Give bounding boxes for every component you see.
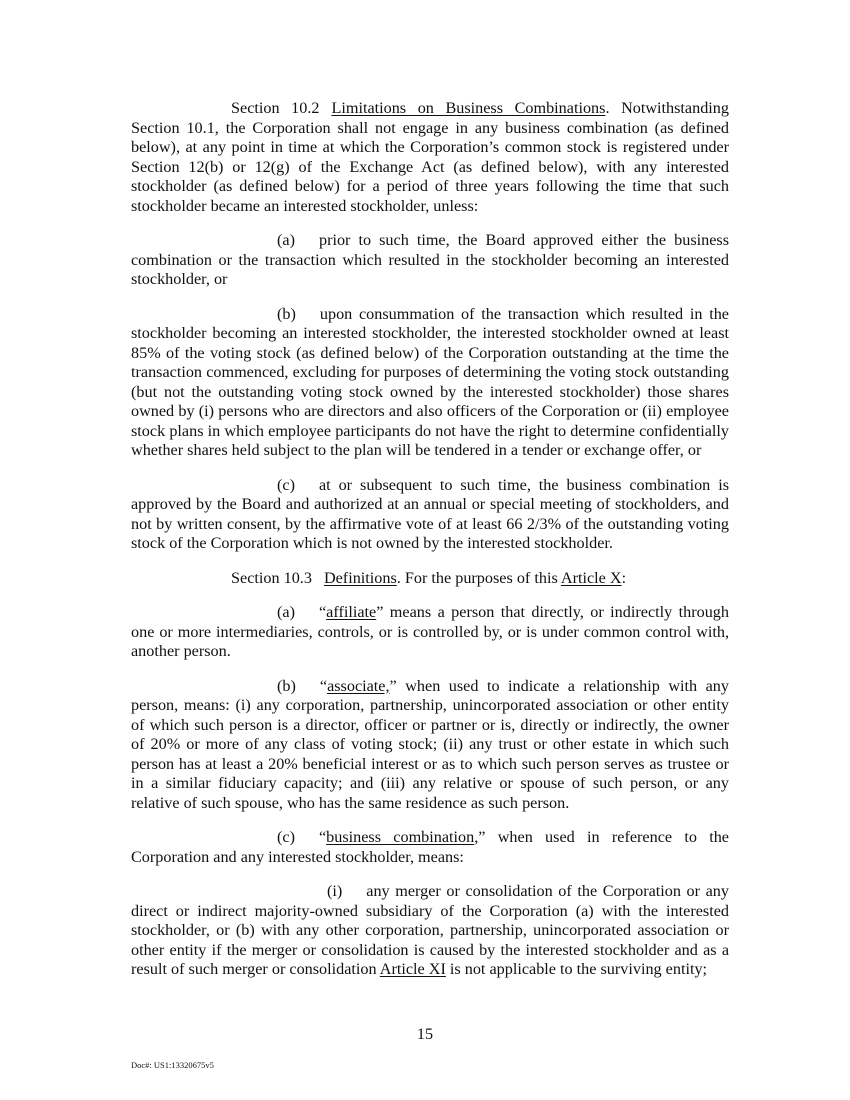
- clause-body: ” means a person that directly, or indirectly through one or more intermediaries, controls, or is controlled by, or is under common control with, another person.: [131, 603, 729, 660]
- clause-label: (a): [277, 603, 295, 621]
- article-x-reference: Article X: [560, 568, 622, 587]
- definition-business-combination: (c) “business combination,” when used in reference to the Corporation and any interested stockholder, means:: [131, 828, 729, 866]
- page-number: 15: [416, 1025, 434, 1043]
- clause-label: (c): [277, 475, 295, 494]
- defined-term-associate: associate,: [327, 676, 390, 695]
- definition-associate: (b) “associate,” when used to indicate a relationship with any person, means: (i) any corporation, partnership, unincorporated association or other entity of which such person is a director, officer or partner or is, directly or indirectly, the owner of 20% or more of any class of voting stock; (ii) any trust or other estate in which such person has at least a 20% beneficial interest or as to which such person serves as trustee or in a similar fiduciary capacity; and (iii) any relative or spouse of such person, or any relative of such spouse, who has the same residence as such person.: [131, 676, 729, 812]
- clause-10-2-a: [131, 231, 729, 290]
- article-xi-reference: Article XI: [379, 960, 446, 978]
- section-10-3-number: Section 10.3: [231, 568, 312, 587]
- clause-label: (a): [277, 231, 295, 249]
- section-10-3-paragraph: Section 10.3 Definitions. For the purposes of this Article X:: [231, 568, 627, 587]
- subclause-10-3-c-i: (i) any merger or consolidation of the Corporation or any direct or indirect majority-owned subsidiary of the Corporation (a) with the interested stockholder, or (b) with any other corporation, partnership, unincorporated association or other entity if the merger or consolidation is caused by the interested stockholder and as a result of such merger or consolidation Article XI is not applicable to the surviving entity;: [131, 882, 729, 978]
- defined-term-affiliate: affiliate: [326, 603, 377, 621]
- section-10-2-paragraph: [131, 99, 729, 216]
- defined-term-business-combination: business combination: [326, 828, 475, 846]
- document-id: Doc#: US1:13320675v5: [131, 1060, 214, 1070]
- document-page: [131, 99, 729, 995]
- clause-label: (i): [327, 882, 343, 900]
- clause-10-2-b: [131, 305, 729, 461]
- section-10-3-title: Definitions: [323, 568, 397, 587]
- clause-body: any merger or consolidation of the Corporation or any direct or indirect majority-owned subsidiary of the Corporation (a) with the interested stockholder, or (b) with any other corporation, partnership, unincorporated association or other entity if the merger or consolidation is caused by the interested stockholder and as a result of such merger or consolidation: [131, 882, 729, 978]
- clause-label: (c): [277, 828, 295, 846]
- definition-affiliate: (a) “affiliate” means a person that directly, or indirectly through one or more intermediaries, controls, or is controlled by, or is under common control with, another person.: [131, 603, 729, 660]
- clause-body: ,” when used in reference to the Corporation and any interested stockholder, means:: [131, 828, 729, 866]
- clause-label: (b): [277, 304, 296, 323]
- clause-10-2-c: [131, 476, 729, 554]
- clause-body: at or subsequent to such time, the business combination is approved by the Board and authorized at an annual or special meeting of stockholders, and not by written consent, by the affirmative vote of at least 66 2/3% of the outstanding voting stock of the Corporation which is not owned by the interested stockholder.: [131, 475, 729, 552]
- section-10-2-body: . Notwithstanding Section 10.1, the Corporation shall not engage in any business combination (as defined below), at any point in time at which the Corporation’s common stock is registered under Section 12(b) or 12(g) of the Exchange Act (as defined below), with any interested stockholder (as defined below) for a period of three years following the time that such stockholder became an interested stockholder, unless:: [131, 99, 729, 215]
- clause-body: ” when used to indicate a relationship with any person, means: (i) any corporation, partnership, unincorporated association or other entity of which such person is a director, officer or partner or is, directly or indirectly, the owner of 20% or more of any class of voting stock; (ii) any trust or other estate in which such person has at least a 20% beneficial interest or as to which such person serves as trustee or in a similar fiduciary capacity; and (iii) any relative or spouse of such person, or any relative of such spouse, who has the same residence as such person.: [131, 676, 729, 812]
- clause-body: prior to such time, the Board approved either the business combination or the transaction which resulted in the stockholder becoming an interested stockholder, or: [131, 231, 729, 288]
- section-10-3-body: . For the purposes of this: [396, 568, 561, 587]
- section-10-2-number: Section 10.2: [231, 99, 320, 117]
- section-10-2-title: Limitations on Business Combinations: [331, 99, 606, 117]
- clause-label: (b): [277, 676, 296, 695]
- clause-body: upon consummation of the transaction which resulted in the stockholder becoming an interested stockholder, the interested stockholder owned at least 85% of the voting stock (as defined below) of the Corporation outstanding at the time the transaction commenced, excluding for purposes of determining the voting stock outstanding (but not the outstanding voting stock owned by the interested stockholder) those shares owned by (i) persons who are directors and also officers of the Corporation or (ii) employee stock plans in which employee participants do not have the right to determine confidentially whether shares held subject to the plan will be tendered in a tender or exchange offer, or: [131, 304, 729, 459]
